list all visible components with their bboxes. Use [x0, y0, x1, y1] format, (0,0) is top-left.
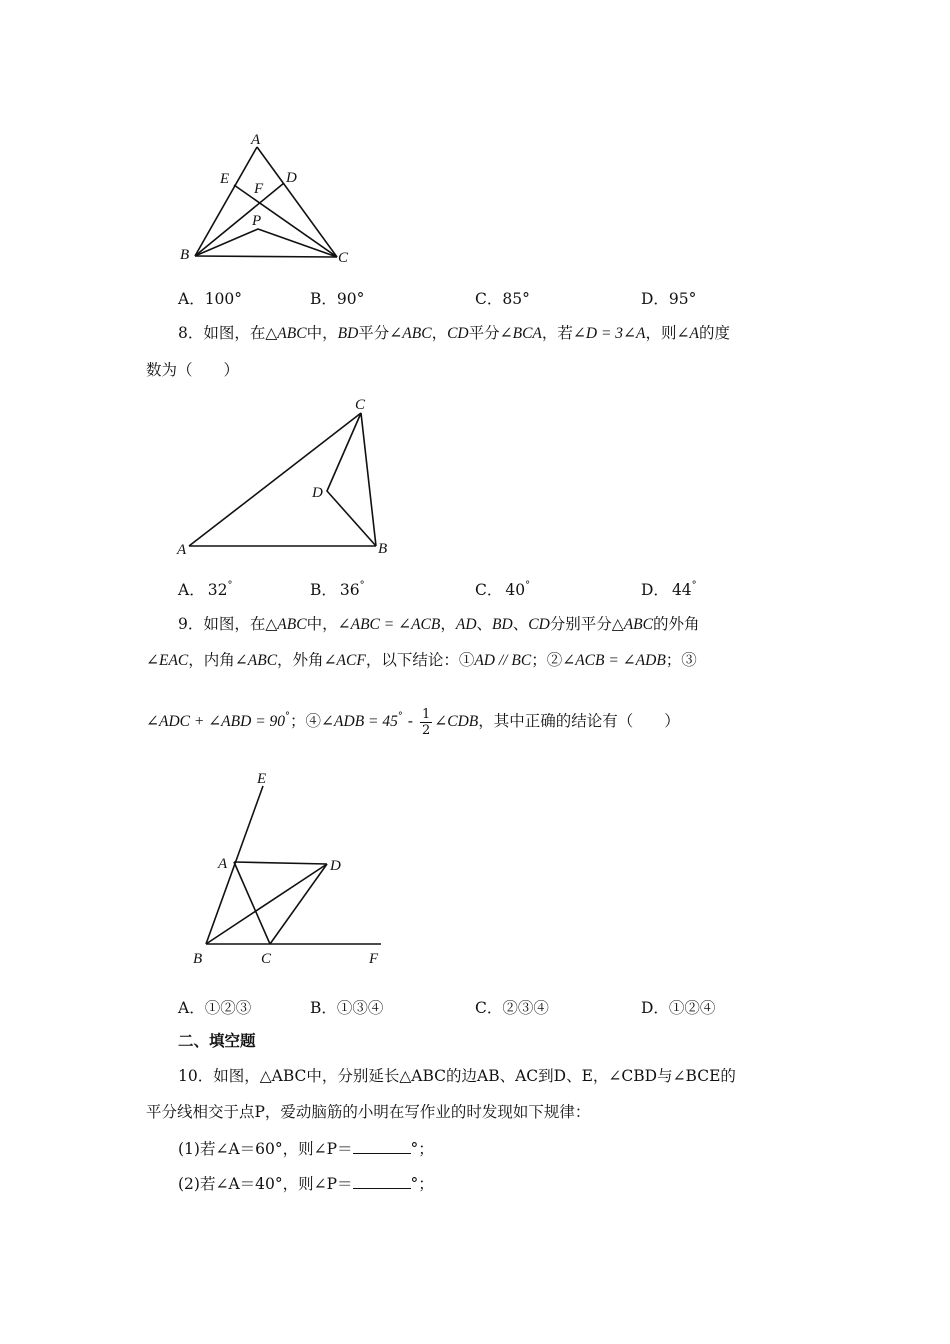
q9-math-ad: AD — [455, 616, 477, 633]
q9-conclusion-2: ∠ACB = ∠ADB — [562, 652, 666, 669]
q8-math-cd: CD — [447, 325, 469, 342]
q9-line1 — [178, 613, 700, 636]
q8-option-b-prefix: B． — [310, 581, 337, 599]
q9-option-d[interactable]: D．①②④ — [641, 999, 716, 1017]
q9-minus: - — [402, 712, 418, 730]
fig7-side-bc — [195, 256, 337, 257]
q9-text: ，以下结论：① — [365, 651, 475, 669]
degree-symbol: ° — [227, 580, 233, 591]
q8-math-bd: BD — [337, 325, 359, 342]
q9-option-b[interactable]: B．①③④ — [310, 999, 384, 1017]
q10-answer-blank-2[interactable] — [353, 1172, 411, 1189]
fig9-label-d: D — [330, 858, 341, 874]
q9-math-bd: BD — [492, 616, 513, 633]
q9-math-triangle: △ABC — [265, 616, 307, 633]
q9-fraction-half — [420, 707, 432, 738]
q9-option-a[interactable]: A．①②③ — [178, 999, 252, 1017]
fig7-side-ac — [257, 147, 337, 257]
q9-option-c[interactable]: C．②③④ — [475, 999, 549, 1017]
q8-text: 的度 — [699, 324, 731, 342]
q8-option-a-value: 32 — [207, 581, 228, 599]
q8-option-b-value: 36 — [339, 581, 360, 599]
fraction-numerator: 1 — [421, 706, 431, 722]
q9-text: ， — [440, 615, 456, 633]
fig7-side-ab — [195, 147, 257, 256]
q9-conclusion-3: ∠ADC + ∠ABD = 90 — [146, 713, 286, 730]
q8-math-condition: ∠D = 3∠A — [572, 325, 646, 342]
q8-number: 8． — [178, 324, 204, 342]
fig9-segment-ad — [234, 862, 327, 864]
q7-option-a[interactable]: A．100° — [178, 290, 243, 308]
fig7-label-e: E — [220, 171, 230, 187]
q8-math-triangle: △ABC — [265, 325, 307, 342]
fig8-label-b: B — [378, 541, 388, 557]
degree-symbol: ° — [359, 580, 365, 591]
fig7-label-d: D — [286, 170, 297, 186]
q8-option-d-value: 44 — [671, 581, 692, 599]
q8-option-a[interactable] — [178, 578, 232, 600]
q9-number: 9． — [178, 615, 204, 633]
q8-text: ， — [431, 324, 448, 342]
q8-text: 中， — [306, 324, 338, 342]
q10-subq2 — [178, 1172, 434, 1195]
figure-q8 — [170, 392, 400, 562]
q8-text: 如图，在 — [203, 324, 266, 342]
q10-subq1-text: (1)若∠A＝60°，则∠P＝ — [178, 1140, 353, 1158]
fig9-segment-bd — [206, 864, 327, 944]
q9-math-angle-abc: ∠ABC — [234, 652, 278, 669]
q8-option-b[interactable] — [310, 578, 365, 600]
fig9-segment-cd — [270, 864, 327, 944]
degree-symbol: ° — [525, 580, 531, 591]
q8-text: 平分 — [358, 324, 390, 342]
q10-subq2-unit: °； — [410, 1175, 434, 1193]
q9-conclusion-4-part1: ∠ADB = 45 — [321, 713, 398, 730]
q8-line2: 数为（ ） — [146, 361, 240, 379]
q8-line1 — [178, 322, 730, 345]
q8-math-angle-a: ∠A — [676, 325, 700, 342]
q9-text: ，外角 — [277, 651, 324, 669]
fig9-label-c: C — [261, 951, 272, 967]
q10-line2: 平分线相交于点P，爱动脑筋的小明在写作业的时发现如下规律： — [146, 1103, 591, 1121]
q8-text: ，若 — [541, 324, 573, 342]
q9-text: 如图，在 — [203, 615, 266, 633]
fig8-label-a: A — [177, 542, 187, 558]
q9-line2 — [146, 649, 697, 672]
q9-text: ；② — [531, 651, 563, 669]
q9-math-angle-acf: ∠ACF — [323, 652, 366, 669]
fig9-segment-ac — [234, 862, 270, 944]
fig7-label-a: A — [251, 132, 261, 148]
fig8-label-d: D — [312, 485, 323, 501]
q8-text: 平分 — [468, 324, 500, 342]
q9-math-angle-eac: ∠EAC — [146, 652, 189, 669]
fig7-label-p: P — [252, 213, 262, 229]
degree-symbol: ° — [285, 711, 291, 722]
q9-math-cd: CD — [528, 616, 550, 633]
q8-option-c-prefix: C． — [475, 581, 503, 599]
fraction-denominator: 2 — [421, 722, 431, 738]
q7-option-b[interactable]: B．90° — [310, 290, 365, 308]
q7-option-d[interactable]: D．95° — [641, 290, 697, 308]
degree-symbol: ° — [397, 711, 403, 722]
figure-q7 — [170, 128, 370, 268]
fig9-label-f: F — [369, 951, 379, 967]
q8-math-angle-bca: ∠BCA — [499, 325, 542, 342]
q9-text: 、 — [512, 615, 529, 633]
q10-subq1-unit: °； — [410, 1140, 434, 1158]
q8-option-d[interactable] — [641, 578, 697, 600]
q9-text: ，其中正确的结论有（ ） — [478, 712, 680, 730]
q10-subq1 — [178, 1137, 434, 1160]
fig7-label-b: B — [180, 247, 190, 263]
q9-text: 的外角 — [653, 615, 700, 633]
q9-text: 分别平分 — [549, 615, 612, 633]
section-heading-fill-blank: 二、填空题 — [178, 1031, 256, 1050]
figure-q9 — [185, 762, 395, 972]
q9-conclusion-1: AD // BC — [474, 652, 532, 669]
q9-text: 中， — [306, 615, 338, 633]
fig9-label-a: A — [218, 856, 228, 872]
q9-line3 — [146, 706, 680, 738]
q10-subq2-text: (2)若∠A＝40°，则∠P＝ — [178, 1175, 353, 1193]
q9-conclusion-4-part2: ∠CDB — [434, 713, 479, 730]
fig7-segment-bd — [195, 183, 284, 256]
fig7-segment-ce — [234, 185, 337, 257]
q9-text: ；③ — [665, 651, 697, 669]
q8-math-angle-abc: ∠ABC — [389, 325, 432, 342]
fig8-label-c: C — [355, 397, 366, 413]
q8-option-c-value: 40 — [505, 581, 526, 599]
q8-option-d-prefix: D． — [641, 581, 669, 599]
q10-line1: 10．如图，△ABC中，分别延长△ABC的边AB、AC到D、E，∠CBD与∠BCE的 — [178, 1067, 736, 1085]
q9-text: ；④ — [290, 712, 322, 730]
degree-symbol: ° — [691, 580, 697, 591]
q8-option-a-prefix: A． — [178, 581, 205, 599]
q9-math-triangle: △ABC — [611, 616, 653, 633]
fig8-side-ac — [189, 413, 361, 546]
q8-text: ，则 — [645, 324, 677, 342]
fig8-side-cb — [361, 413, 376, 546]
q9-math-equal-angles: ∠ABC = ∠ACB — [337, 616, 441, 633]
fig9-label-b: B — [193, 951, 203, 967]
q10-answer-blank-1[interactable] — [353, 1137, 411, 1154]
fig9-label-e: E — [257, 771, 267, 787]
q7-option-c[interactable]: C．85° — [475, 290, 530, 308]
q9-text: 、 — [476, 615, 493, 633]
fig7-label-f: F — [254, 181, 264, 197]
q8-option-c[interactable] — [475, 578, 530, 600]
q9-text: ，内角 — [188, 651, 235, 669]
fig7-label-c: C — [338, 250, 349, 266]
